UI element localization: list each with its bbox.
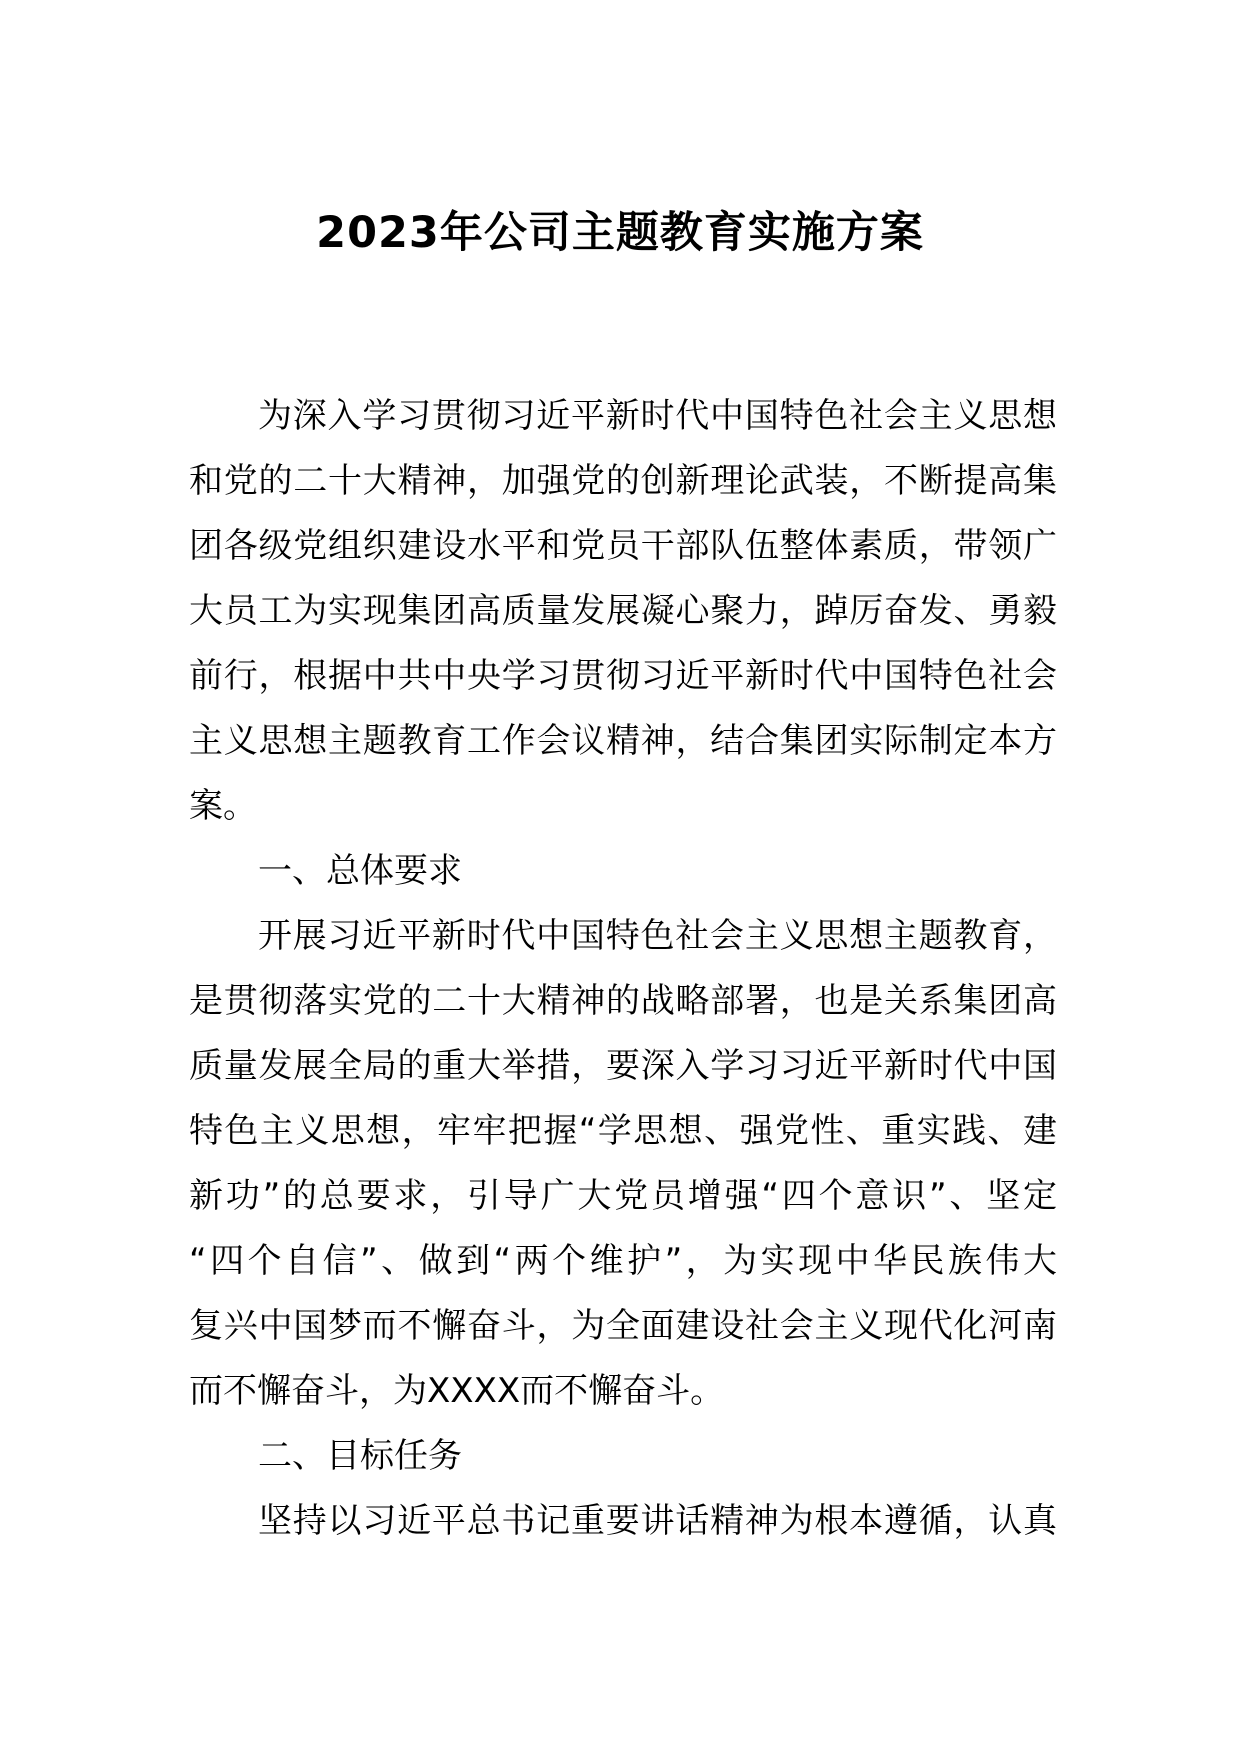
paragraph-line: 主义思想主题教育工作会议精神，结合集团实际制定本方 — [189, 721, 1057, 761]
paragraph-line: 是贯彻落实党的二十大精神的战略部署，也是关系集团高 — [189, 981, 1057, 1021]
section-heading-text: 一、总体要求 — [258, 851, 462, 891]
document-title: 2023年公司主题教育实施方案 — [316, 208, 924, 258]
paragraph-line: 开展习近平新时代中国特色社会主义思想主题教育， — [258, 916, 1057, 956]
paragraph-line: 复兴中国梦而不懈奋斗，为全面建设社会主义现代化河南 — [189, 1306, 1057, 1346]
document-body — [189, 384, 1057, 1554]
section-heading — [189, 1424, 1057, 1489]
section-heading — [189, 839, 1057, 904]
paragraph-line: 前行，根据中共中央学习贯彻习近平新时代中国特色社会 — [189, 656, 1057, 696]
paragraph-line: “四个自信”、做到“两个维护”，为实现中华民族伟大 — [189, 1241, 1057, 1281]
paragraph-line: 案。 — [189, 786, 257, 826]
body-paragraph — [189, 384, 1057, 839]
paragraph-line: 坚持以习近平总书记重要讲话精神为根本遵循，认真 — [258, 1501, 1057, 1541]
paragraph-line: 大员工为实现集团高质量发展凝心聚力，踔厉奋发、勇毅 — [189, 591, 1057, 631]
paragraph-line: 团各级党组织建设水平和党员干部队伍整体素质，带领广 — [189, 526, 1057, 566]
paragraph-line: 特色主义思想，牢牢把握“学思想、强党性、重实践、建 — [189, 1111, 1057, 1151]
paragraph-line: 而不懈奋斗，为XXXX而不懈奋斗。 — [189, 1371, 725, 1411]
paragraph-line: 为深入学习贯彻习近平新时代中国特色社会主义思想 — [258, 396, 1057, 436]
paragraph-line: 质量发展全局的重大举措，要深入学习习近平新时代中国 — [189, 1046, 1057, 1086]
body-paragraph — [189, 1489, 1057, 1554]
paragraph-line: 新功”的总要求，引导广大党员增强“四个意识”、坚定 — [189, 1176, 1057, 1216]
body-paragraph — [189, 904, 1057, 1424]
section-heading-text: 二、目标任务 — [258, 1436, 462, 1476]
paragraph-line: 和党的二十大精神，加强党的创新理论武装，不断提高集 — [189, 461, 1057, 501]
